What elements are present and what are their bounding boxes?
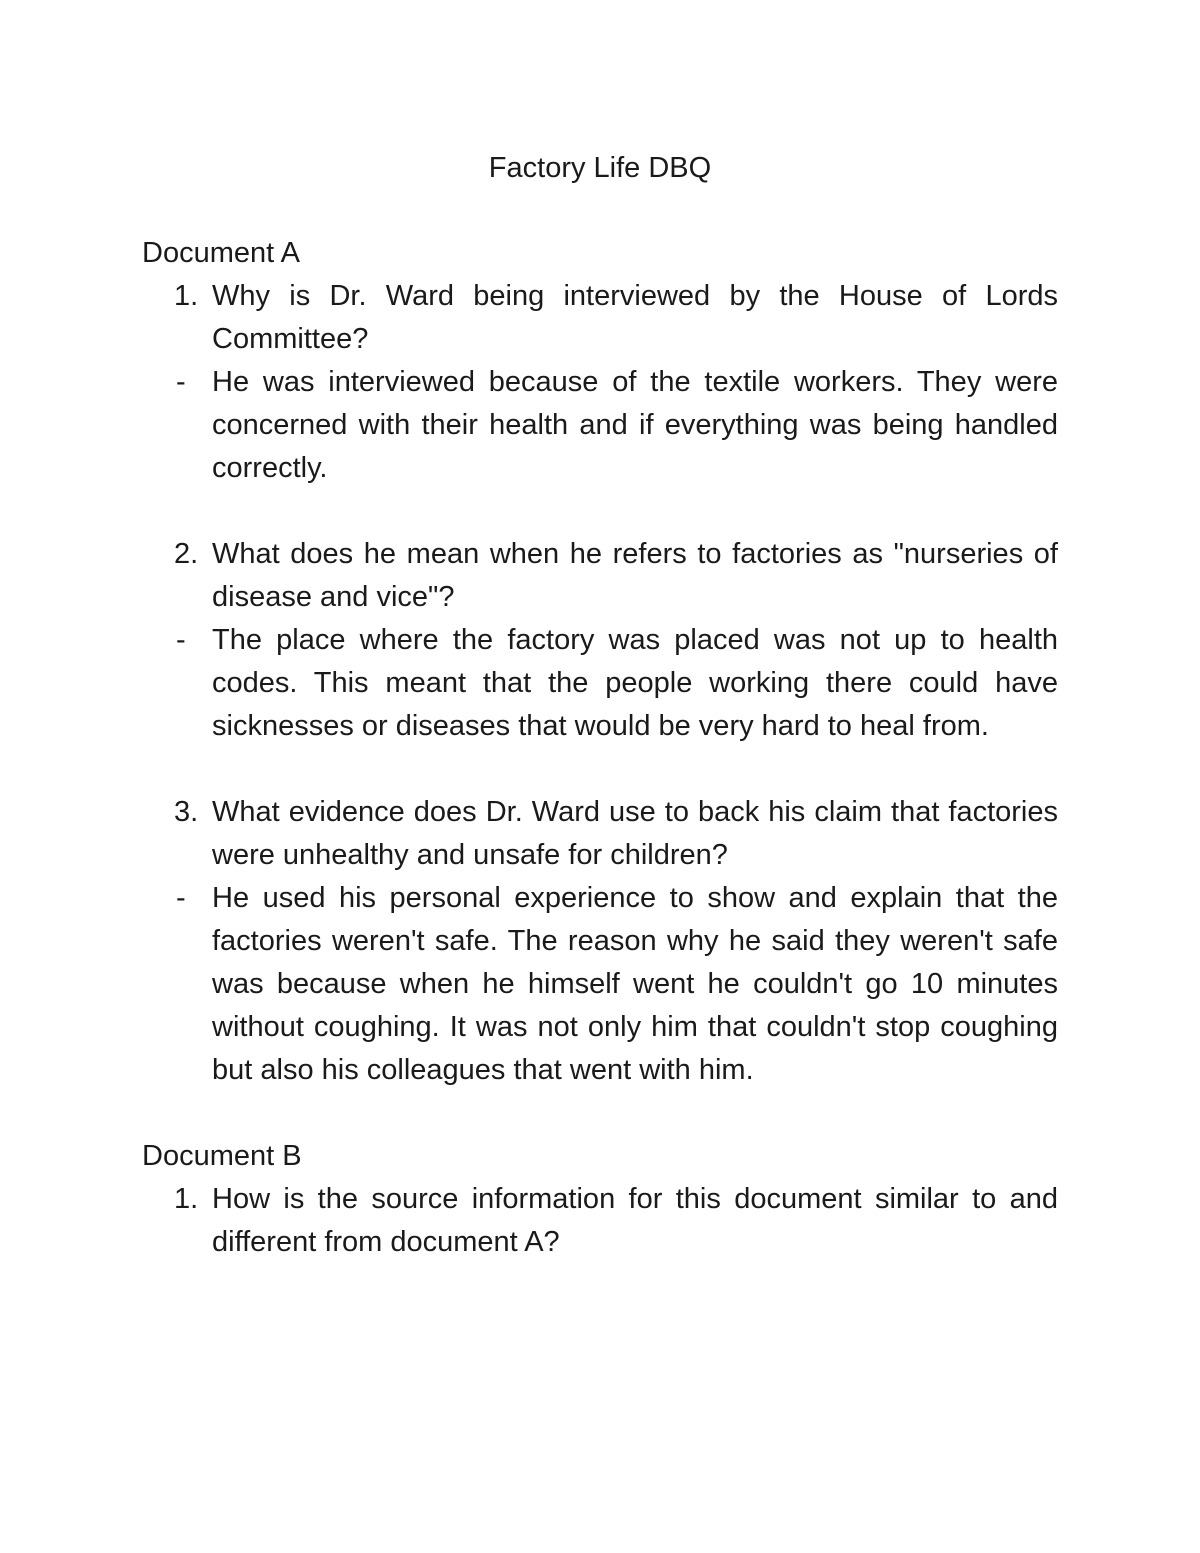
question-item — [142, 533, 1058, 619]
page-title: Factory Life DBQ — [488, 152, 712, 184]
question-item — [142, 275, 1058, 361]
answer-dash: - — [176, 882, 186, 914]
answer-item — [142, 361, 1058, 490]
question-item — [142, 791, 1058, 877]
question-text: Why is Dr. Ward being interviewed by the House of Lords Committee? — [212, 280, 1058, 355]
question-number: 3. — [174, 796, 199, 828]
document-b-section — [142, 1135, 1058, 1264]
answer-dash: - — [176, 624, 186, 656]
answer-item — [142, 619, 1058, 748]
question-text: What does he mean when he refers to factories as "nurseries of disease and vice"? — [212, 538, 1058, 613]
document-content — [142, 232, 1058, 1264]
answer-item — [142, 877, 1058, 1092]
document-b-heading: Document B — [142, 1140, 302, 1172]
document-a-section — [142, 232, 1058, 1092]
question-number: 2. — [174, 538, 199, 570]
answer-dash: - — [176, 366, 186, 398]
question-text: What evidence does Dr. Ward use to back his claim that factories were unhealthy and unsafe for children? — [212, 796, 1058, 871]
answer-text: The place where the factory was placed was not up to health codes. This meant that the people working there could have sicknesses or diseases that would be very hard to heal from. — [212, 624, 1058, 742]
spacer — [142, 1092, 1058, 1135]
spacer — [142, 490, 1058, 533]
document-a-heading: Document A — [142, 237, 300, 269]
question-number: 1. — [174, 1183, 199, 1215]
question-item — [142, 1178, 1058, 1264]
answer-text: He used his personal experience to show and explain that the factories weren't safe. The reason why he said they weren't safe was because when he himself went he couldn't go 10 minutes without coughing. It was not only him that couldn't stop coughing but also his colleagues that went with him. — [212, 882, 1058, 1086]
spacer — [142, 748, 1058, 791]
question-number: 1. — [174, 280, 199, 312]
answer-text: He was interviewed because of the textile workers. They were concerned with their health and if everything was being handled correctly. — [212, 366, 1058, 484]
question-text: How is the source information for this document similar to and different from document A? — [212, 1183, 1058, 1258]
